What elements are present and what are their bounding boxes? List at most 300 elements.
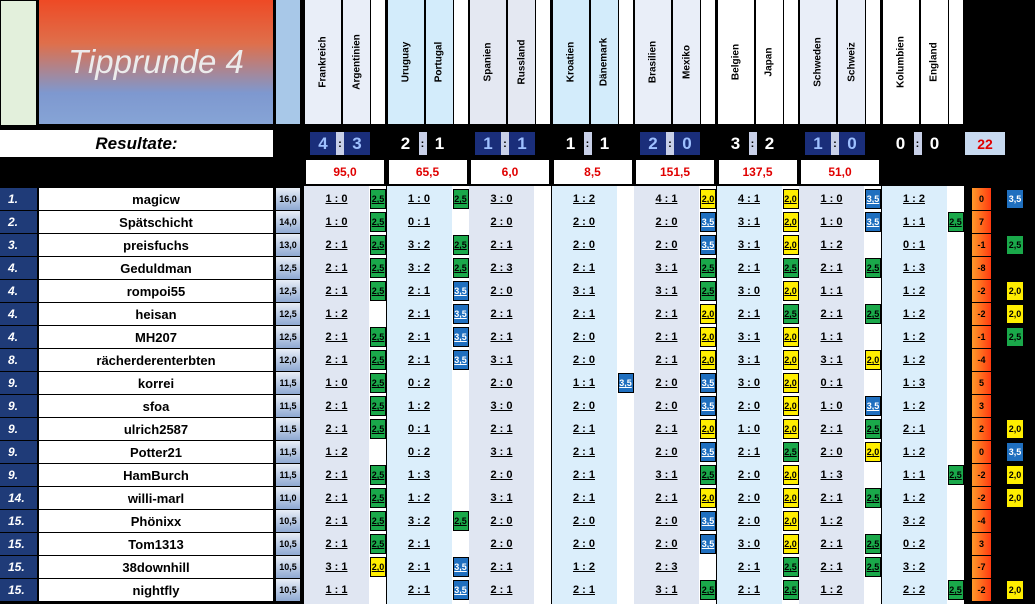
rank-cell: 1. — [0, 188, 37, 210]
result-away: 1 — [427, 132, 453, 155]
tip-cell: 2 : 0 — [490, 377, 513, 389]
tip-cell: 2 : 1 — [820, 561, 843, 573]
player-name: MH207 — [39, 326, 273, 348]
player-name: willi-marl — [39, 487, 273, 509]
result-separator: : — [501, 132, 509, 155]
tip-cell: 2 : 0 — [572, 538, 595, 550]
tip-cell: 1 : 0 — [325, 216, 348, 228]
divider — [273, 126, 1035, 130]
match-points: 8,5 — [554, 160, 632, 184]
result-separator: : — [666, 132, 674, 155]
total-games-cell: 22 — [965, 132, 1005, 155]
result-home: 3 — [723, 132, 749, 155]
tip-cell: 2 : 1 — [572, 446, 595, 458]
tip-cell: 2 : 1 — [407, 354, 430, 366]
tip-cell: 3 : 1 — [325, 561, 348, 573]
tip-cell: 1 : 2 — [820, 239, 843, 251]
points-badge: 2,0 — [783, 534, 799, 554]
player-total: 12,5 — [276, 326, 300, 348]
bonus-cell: -2 — [972, 303, 991, 325]
team-header-away — [590, 0, 618, 124]
tip-cell: 2 : 1 — [737, 446, 760, 458]
tip-cell: 1 : 1 — [820, 331, 843, 343]
tip-cell: 3 : 2 — [902, 561, 925, 573]
points-badge: 2,5 — [370, 534, 386, 554]
team-header-away — [920, 0, 948, 124]
tip-cell: 3 : 1 — [490, 354, 513, 366]
points-badge: 2,5 — [783, 580, 799, 600]
tip-cell: 2 : 1 — [572, 262, 595, 274]
team-header-away — [507, 0, 535, 124]
extra-points: 2,0 — [1006, 465, 1024, 485]
team-name: Spanien — [482, 42, 494, 82]
tip-cell: 1 : 2 — [902, 285, 925, 297]
player-total: 16,0 — [276, 188, 300, 210]
tip-cell: 1 : 2 — [902, 492, 925, 504]
tip-cell: 3 : 1 — [655, 285, 678, 297]
points-badge: 3,5 — [453, 580, 469, 600]
tip-cell: 2 : 1 — [655, 308, 678, 320]
extra-points: 3,5 — [1006, 189, 1024, 209]
rank-cell: 9. — [0, 418, 37, 440]
tip-cell: 2 : 1 — [655, 331, 678, 343]
tip-cell: 2 : 0 — [572, 515, 595, 527]
tip-cell: 2 : 1 — [820, 262, 843, 274]
rank-cell: 9. — [0, 441, 37, 463]
tip-cell: 2 : 1 — [407, 561, 430, 573]
player-total: 12,5 — [276, 303, 300, 325]
tip-cell: 2 : 1 — [490, 331, 513, 343]
tip-cell: 1 : 2 — [407, 492, 430, 504]
points-badge: 3,5 — [700, 235, 716, 255]
team-name: Schweiz — [846, 42, 857, 82]
tip-cell: 3 : 1 — [737, 239, 760, 251]
points-badge: 2,5 — [370, 373, 386, 393]
result-separator: : — [914, 132, 922, 155]
points-badge: 3,5 — [453, 281, 469, 301]
tip-cell: 1 : 1 — [902, 469, 925, 481]
tip-cell: 2 : 1 — [820, 423, 843, 435]
tip-cell: 3 : 2 — [407, 239, 430, 251]
team-header-away — [837, 0, 865, 124]
tip-cell: 1 : 2 — [902, 400, 925, 412]
result-separator: : — [749, 132, 757, 155]
tip-cell: 1 : 2 — [407, 400, 430, 412]
points-badge: 3,5 — [865, 189, 881, 209]
points-badge: 2,5 — [865, 534, 881, 554]
match-points: 65,5 — [389, 160, 467, 184]
tip-cell: 1 : 2 — [572, 193, 595, 205]
tip-cell: 1 : 2 — [325, 446, 348, 458]
tip-cell: 1 : 0 — [820, 216, 843, 228]
result-home: 1 — [558, 132, 584, 155]
tip-cell: 2 : 1 — [325, 469, 348, 481]
tip-cell: 2 : 1 — [325, 331, 348, 343]
tip-cell: 2 : 1 — [655, 492, 678, 504]
team-name: Kroatien — [565, 41, 576, 83]
page-title: Tipprunde 4 — [68, 43, 244, 80]
points-badge: 2,5 — [783, 557, 799, 577]
extra-points: 3,5 — [1006, 442, 1024, 462]
gap-col — [783, 0, 798, 124]
points-badge: 2,5 — [370, 465, 386, 485]
gap-col — [700, 0, 715, 124]
player-total: 13,0 — [276, 234, 300, 256]
points-badge: 3,5 — [700, 212, 716, 232]
player-name: rächerderenterbten — [39, 349, 273, 371]
points-badge: 2,5 — [453, 189, 469, 209]
points-badge: 2,5 — [370, 396, 386, 416]
points-badge: 2,0 — [370, 557, 386, 577]
extra-points: 2,5 — [1006, 235, 1024, 255]
rank-cell: 3. — [0, 234, 37, 256]
rank-cell: 8. — [0, 349, 37, 371]
points-badge: 2,5 — [948, 580, 964, 600]
rank-cell: 15. — [0, 579, 37, 601]
points-badge: 2,0 — [783, 327, 799, 347]
match-points: 137,5 — [719, 160, 797, 184]
tip-cell: 2 : 1 — [325, 538, 348, 550]
points-badge: 2,5 — [370, 235, 386, 255]
tip-cell: 1 : 2 — [820, 515, 843, 527]
tip-cell: 1 : 0 — [325, 193, 348, 205]
player-name: nightfly — [39, 579, 273, 601]
rank-cell: 9. — [0, 395, 37, 417]
tip-cell: 3 : 1 — [820, 354, 843, 366]
tip-cell: 2 : 0 — [490, 285, 513, 297]
tip-cell: 1 : 2 — [572, 561, 595, 573]
bonus-cell: -8 — [972, 257, 991, 279]
column-bg — [947, 186, 964, 604]
tip-cell: 1 : 1 — [325, 584, 348, 596]
tip-cell: 2 : 1 — [325, 262, 348, 274]
points-badge: 2,5 — [370, 258, 386, 278]
team-header-home — [304, 0, 341, 124]
bonus-cell: 7 — [972, 211, 991, 233]
tip-cell: 2 : 1 — [490, 308, 513, 320]
tip-cell: 3 : 2 — [902, 515, 925, 527]
tip-cell: 1 : 1 — [902, 216, 925, 228]
extra-points: 2,0 — [1006, 419, 1024, 439]
points-badge: 2,0 — [783, 465, 799, 485]
points-badge: 3,5 — [700, 511, 716, 531]
points-badge: 2,5 — [865, 557, 881, 577]
points-badge: 2,0 — [783, 511, 799, 531]
tip-cell: 2 : 0 — [737, 492, 760, 504]
team-header-home — [717, 0, 754, 124]
rank-cell: 4. — [0, 303, 37, 325]
result-away: 0 — [922, 132, 948, 155]
match-points: 6,0 — [471, 160, 549, 184]
header-bar — [276, 0, 300, 124]
extra-points: 2,0 — [1006, 580, 1024, 600]
extra-points: 2,0 — [1006, 488, 1024, 508]
rank-cell: 15. — [0, 533, 37, 555]
points-badge: 2,5 — [370, 327, 386, 347]
tip-cell: 2 : 0 — [572, 400, 595, 412]
tip-cell: 2 : 0 — [572, 331, 595, 343]
rank-cell: 4. — [0, 326, 37, 348]
points-badge: 2,0 — [783, 281, 799, 301]
tip-cell: 2 : 1 — [407, 584, 430, 596]
results-label: Resultate: — [0, 130, 273, 157]
tip-cell: 3 : 0 — [737, 285, 760, 297]
tip-cell: 1 : 3 — [407, 469, 430, 481]
tip-cell: 1 : 2 — [820, 584, 843, 596]
player-name: HamBurch — [39, 464, 273, 486]
points-badge: 2,0 — [700, 304, 716, 324]
player-total: 10,5 — [276, 533, 300, 555]
player-name: rompoi55 — [39, 280, 273, 302]
tip-cell: 2 : 1 — [325, 400, 348, 412]
tip-cell: 2 : 0 — [655, 239, 678, 251]
player-total: 10,5 — [276, 510, 300, 532]
player-total: 11,5 — [276, 372, 300, 394]
points-badge: 2,0 — [783, 396, 799, 416]
tip-cell: 2 : 2 — [902, 584, 925, 596]
rank-cell: 15. — [0, 510, 37, 532]
result-separator: : — [336, 132, 344, 155]
column-bg — [534, 186, 551, 604]
tip-cell: 2 : 1 — [655, 423, 678, 435]
tip-cell: 2 : 0 — [490, 216, 513, 228]
tip-cell: 1 : 2 — [902, 331, 925, 343]
rank-cell: 9. — [0, 464, 37, 486]
team-header-away — [425, 0, 453, 124]
result-home: 1 — [805, 132, 831, 155]
points-badge: 2,5 — [370, 281, 386, 301]
tip-cell: 0 : 2 — [407, 446, 430, 458]
tip-cell: 1 : 2 — [325, 308, 348, 320]
player-name: sfoa — [39, 395, 273, 417]
gap-col — [865, 0, 880, 124]
tip-cell: 2 : 3 — [655, 561, 678, 573]
points-badge: 2,5 — [700, 465, 716, 485]
rank-cell: 2. — [0, 211, 37, 233]
bonus-cell: -2 — [972, 579, 991, 601]
player-total: 11,0 — [276, 487, 300, 509]
bonus-cell: -2 — [972, 464, 991, 486]
tip-cell: 3 : 0 — [737, 538, 760, 550]
tip-cell: 2 : 1 — [325, 239, 348, 251]
tip-cell: 2 : 1 — [820, 538, 843, 550]
tip-cell: 3 : 1 — [655, 262, 678, 274]
result-separator: : — [419, 132, 427, 155]
tip-cell: 2 : 0 — [572, 239, 595, 251]
player-total: 12,5 — [276, 257, 300, 279]
tip-cell: 2 : 1 — [572, 423, 595, 435]
tip-cell: 1 : 2 — [902, 446, 925, 458]
tip-cell: 1 : 3 — [820, 469, 843, 481]
rank-cell: 15. — [0, 556, 37, 578]
tip-cell: 2 : 1 — [902, 423, 925, 435]
bonus-cell: 3 — [972, 533, 991, 555]
tip-cell: 2 : 1 — [737, 262, 760, 274]
points-badge: 2,5 — [783, 304, 799, 324]
tip-cell: 2 : 0 — [655, 400, 678, 412]
points-badge: 2,0 — [783, 350, 799, 370]
tip-cell: 3 : 2 — [407, 262, 430, 274]
tip-cell: 0 : 1 — [820, 377, 843, 389]
points-badge: 2,0 — [783, 212, 799, 232]
tip-cell: 2 : 1 — [490, 239, 513, 251]
bonus-cell: -1 — [972, 234, 991, 256]
player-name: 38downhill — [39, 556, 273, 578]
player-name: preisfuchs — [39, 234, 273, 256]
tip-cell: 2 : 3 — [490, 262, 513, 274]
tip-cell: 2 : 1 — [325, 354, 348, 366]
tip-cell: 0 : 1 — [407, 423, 430, 435]
tip-cell: 3 : 1 — [572, 285, 595, 297]
rank-cell: 4. — [0, 280, 37, 302]
bonus-cell: -4 — [972, 349, 991, 371]
player-total: 11,5 — [276, 441, 300, 463]
tip-cell: 2 : 0 — [820, 446, 843, 458]
points-badge: 3,5 — [453, 557, 469, 577]
tip-cell: 2 : 0 — [490, 515, 513, 527]
player-name: ulrich2587 — [39, 418, 273, 440]
points-badge: 2,5 — [700, 580, 716, 600]
tip-cell: 2 : 1 — [490, 584, 513, 596]
tip-cell: 2 : 1 — [737, 584, 760, 596]
tip-cell: 1 : 0 — [407, 193, 430, 205]
tip-cell: 2 : 1 — [407, 308, 430, 320]
result-home: 1 — [475, 132, 501, 155]
tip-cell: 3 : 1 — [737, 216, 760, 228]
gap-col — [535, 0, 550, 124]
tip-cell: 2 : 1 — [407, 285, 430, 297]
tip-cell: 2 : 1 — [737, 308, 760, 320]
tip-cell: 3 : 1 — [655, 469, 678, 481]
team-name: Belgien — [730, 43, 741, 81]
points-badge: 2,5 — [370, 189, 386, 209]
points-badge: 2,0 — [783, 235, 799, 255]
team-name: England — [928, 42, 940, 82]
tip-cell: 3 : 1 — [655, 584, 678, 596]
player-name: Potter21 — [39, 441, 273, 463]
team-header-home — [799, 0, 836, 124]
tip-cell: 2 : 1 — [572, 492, 595, 504]
points-badge: 2,5 — [453, 258, 469, 278]
bonus-cell: -2 — [972, 487, 991, 509]
tip-cell: 1 : 0 — [325, 377, 348, 389]
points-badge: 3,5 — [453, 350, 469, 370]
tip-cell: 2 : 1 — [325, 423, 348, 435]
tip-cell: 0 : 2 — [407, 377, 430, 389]
tip-cell: 2 : 0 — [490, 538, 513, 550]
tip-cell: 0 : 1 — [407, 216, 430, 228]
team-header-home — [882, 0, 919, 124]
tip-cell: 1 : 1 — [820, 285, 843, 297]
tip-cell: 2 : 1 — [572, 308, 595, 320]
team-name: Argentinien — [351, 34, 362, 90]
team-name: Mexiko — [681, 45, 692, 79]
tip-cell: 3 : 1 — [490, 446, 513, 458]
player-total: 12,5 — [276, 280, 300, 302]
points-badge: 2,5 — [948, 465, 964, 485]
points-badge: 2,0 — [783, 189, 799, 209]
result-home: 2 — [640, 132, 666, 155]
tip-cell: 0 : 1 — [902, 239, 925, 251]
result-home: 0 — [888, 132, 914, 155]
tip-cell: 2 : 0 — [655, 377, 678, 389]
points-badge: 2,5 — [948, 212, 964, 232]
tip-cell: 1 : 3 — [902, 262, 925, 274]
points-badge: 2,5 — [370, 350, 386, 370]
gap-col — [948, 0, 963, 124]
player-name: Geduldman — [39, 257, 273, 279]
extra-points: 2,5 — [1006, 327, 1024, 347]
tip-cell: 4 : 1 — [655, 193, 678, 205]
result-away: 1 — [509, 132, 535, 155]
result-away: 3 — [344, 132, 370, 155]
column-bg — [617, 186, 634, 604]
team-header-away — [342, 0, 370, 124]
bonus-cell: 5 — [972, 372, 991, 394]
points-badge: 2,0 — [700, 327, 716, 347]
points-badge: 3,5 — [700, 396, 716, 416]
tip-cell: 3 : 1 — [737, 331, 760, 343]
bonus-cell: 0 — [972, 188, 991, 210]
result-away: 2 — [757, 132, 783, 155]
player-name: Phönixx — [39, 510, 273, 532]
bonus-cell: -7 — [972, 556, 991, 578]
tip-cell: 3 : 1 — [490, 492, 513, 504]
tip-cell: 2 : 1 — [490, 561, 513, 573]
tip-cell: 2 : 1 — [407, 331, 430, 343]
points-badge: 2,5 — [370, 212, 386, 232]
team-name: Portugal — [433, 41, 445, 83]
player-name: magicw — [39, 188, 273, 210]
points-badge: 3,5 — [865, 212, 881, 232]
points-badge: 2,5 — [865, 419, 881, 439]
tip-cell: 2 : 1 — [490, 423, 513, 435]
tip-cell: 1 : 2 — [902, 354, 925, 366]
tip-cell: 2 : 0 — [490, 469, 513, 481]
corner-cell — [0, 0, 37, 126]
tip-cell: 2 : 0 — [572, 354, 595, 366]
points-badge: 3,5 — [700, 534, 716, 554]
rank-cell: 14. — [0, 487, 37, 509]
tip-cell: 2 : 1 — [655, 354, 678, 366]
tip-cell: 1 : 0 — [820, 193, 843, 205]
tip-cell: 2 : 0 — [655, 515, 678, 527]
tip-cell: 2 : 1 — [737, 561, 760, 573]
team-header-away — [755, 0, 783, 124]
bonus-cell: -4 — [972, 510, 991, 532]
result-away: 0 — [674, 132, 700, 155]
points-badge: 2,5 — [700, 281, 716, 301]
tip-cell: 3 : 0 — [737, 377, 760, 389]
points-badge: 2,5 — [370, 419, 386, 439]
points-badge: 2,5 — [370, 511, 386, 531]
player-name: korrei — [39, 372, 273, 394]
player-total: 10,5 — [276, 556, 300, 578]
team-header-away — [672, 0, 700, 124]
tip-cell: 4 : 1 — [737, 193, 760, 205]
tip-cell: 1 : 3 — [902, 377, 925, 389]
player-total: 14,0 — [276, 211, 300, 233]
points-badge: 2,5 — [370, 488, 386, 508]
tip-cell: 3 : 1 — [737, 354, 760, 366]
tip-cell: 2 : 0 — [655, 446, 678, 458]
points-badge: 3,5 — [618, 373, 634, 393]
team-header-home — [469, 0, 506, 124]
tip-cell: 1 : 2 — [902, 193, 925, 205]
gap-col — [618, 0, 633, 124]
player-name: heisan — [39, 303, 273, 325]
team-name: Frankreich — [317, 36, 329, 88]
